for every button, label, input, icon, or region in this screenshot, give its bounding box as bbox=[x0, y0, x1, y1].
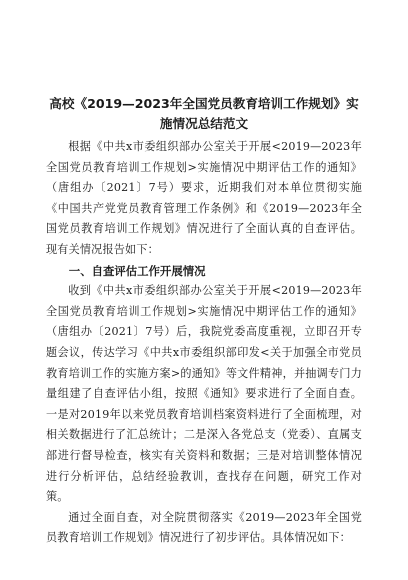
assessment-paragraph: 通过全面自查，对全院贯彻落实《2019—2023年全国党员教育培训工作规划》情况进行了初步评估。具体情况如下： bbox=[46, 510, 362, 545]
section-heading-1: 一、自查评估工作开展情况 bbox=[68, 263, 206, 278]
intro-paragraph: 根据《中共x市委组织部办公室关于开展<2019—2023年全国党员教育培训工作规划>实施情况中期评估工作的通知》（唐组办〔2021〕7号）要求，近期我们对本单位贯彻实施《中国共产党党员教育管理工作条例》和《2019—2023年全国党员教育培训工作规划》情况进行了全面认真的自查评估。现有关情况报告如下： bbox=[46, 140, 362, 256]
document-title: 高校《2019—2023年全国党员教育培训工作规划》实施情况总结范文 bbox=[49, 96, 359, 131]
section-1-paragraph: 收到《中共x市委组织部办公室关于开展<2019—2023年全国党员教育培训工作规划>实施情况中期评估工作的通知》（唐组办〔2021〕7号）后，我院党委高度重视，立即召开专题会议，传达学习《中共x市委组织部印发<关于加强全市党员教育培训工作的实施方案>的通知》等文件精神，并抽调专门力量组建了自查评估小组，按照《通知》要求进行了全面自查。一是对2019年以来党员教育培训档案资料进行了全面梳理，对相关数据进行了汇总统计；二是深入各党总支（党委）、直属支部进行督导检查，核实有关资料和数据；三是对培训整体情况进行分析评估，总结经验教训，查找存在问题，研究工作对策。 bbox=[46, 284, 362, 504]
